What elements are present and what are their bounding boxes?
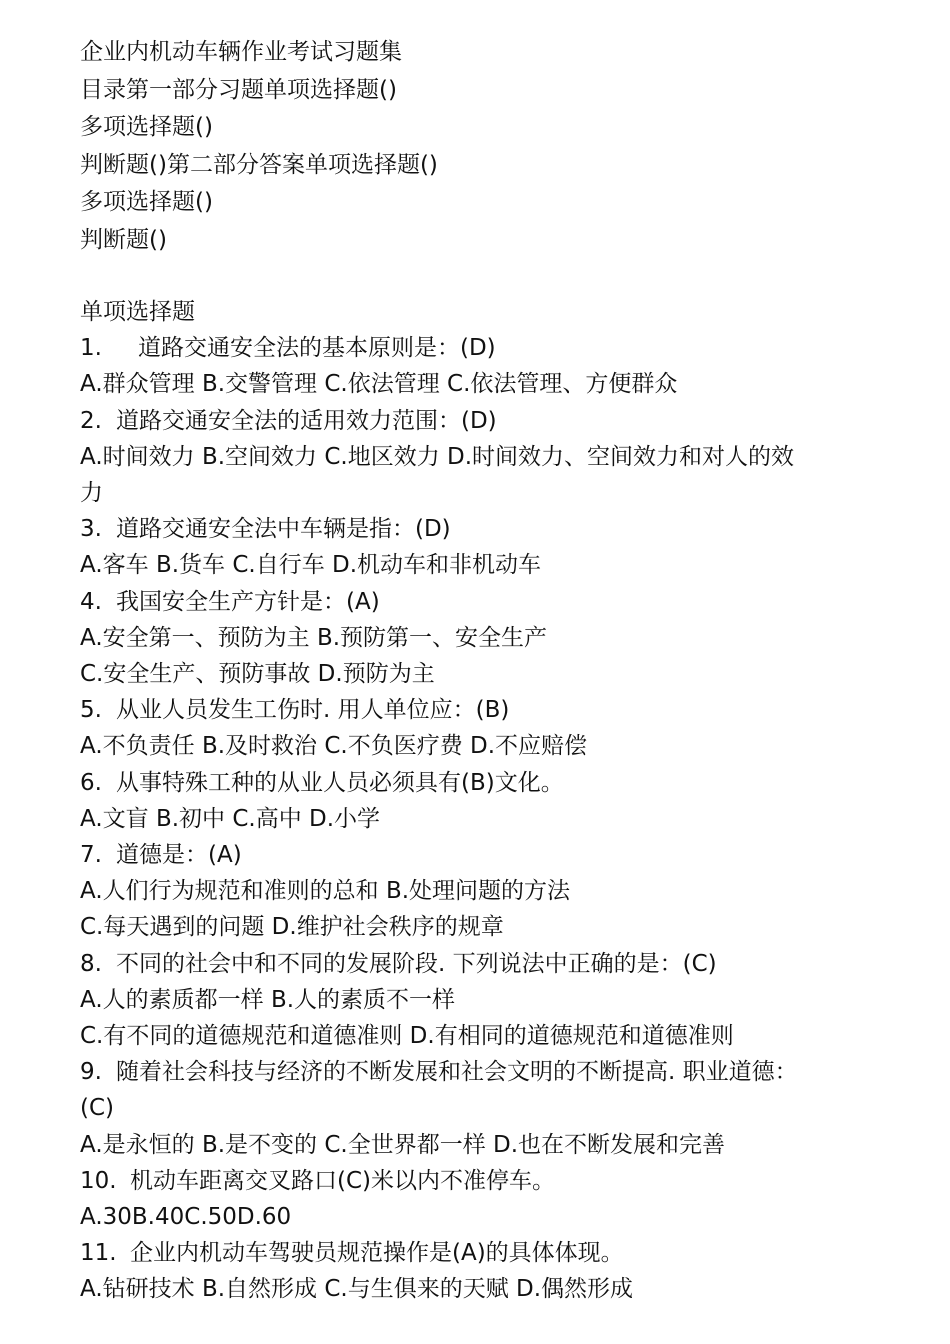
question-text: 道路交通安全法中车辆是指：(D)	[116, 516, 451, 543]
question-text: 道路交通安全法的适用效力范围：(D)	[116, 407, 497, 434]
question-options: A.人们行为规范和准则的总和 B.处理问题的方法	[80, 878, 571, 905]
question-number: 11.	[80, 1240, 117, 1267]
question-number: 6.	[80, 769, 102, 796]
question-text: 从业人员发生工伤时. 用人单位应：(B)	[116, 697, 510, 724]
question-number: 4.	[80, 588, 102, 615]
question-number: 9.	[80, 1059, 102, 1086]
question-text: 不同的社会中和不同的发展阶段. 下列说法中正确的是：(C)	[116, 950, 717, 977]
section-title: 单项选择题	[80, 299, 195, 325]
question	[80, 837, 880, 873]
question-number: 8.	[80, 950, 102, 977]
question-number: 2.	[80, 407, 102, 434]
question	[80, 692, 880, 728]
toc-entry: 判断题()	[80, 226, 167, 253]
question-text: 道德是：(A)	[116, 842, 242, 869]
question-text: 随着社会科技与经济的不断发展和社会文明的不断提高. 职业道德：	[116, 1059, 798, 1086]
question	[80, 403, 880, 439]
question-number: 10.	[80, 1167, 117, 1194]
question-options: (C)	[80, 1095, 115, 1122]
question-options: A.人的素质都一样 B.人的素质不一样	[80, 986, 456, 1013]
question-options: A.时间效力 B.空间效力 C.地区效力 D.时间效力、空间效力和对人的效	[80, 443, 795, 470]
question-options: 力	[80, 480, 103, 507]
table-of-contents	[80, 34, 438, 260]
question	[80, 330, 880, 366]
toc-entry: 目录第一部分习题单项选择题()	[80, 76, 397, 103]
question-text: 机动车距离交叉路口(C)米以内不准停车。	[130, 1167, 556, 1194]
question-text: 道路交通安全法的基本原则是：(D)	[138, 335, 496, 362]
question-options: A.30B.40C.50D.60	[80, 1204, 292, 1231]
question-options: A.文盲 B.初中 C.高中 D.小学	[80, 805, 381, 832]
question-options: A.钻研技术 B.自然形成 C.与生俱来的天赋 D.偶然形成	[80, 1276, 634, 1303]
question-options: A.安全第一、预防为主 B.预防第一、安全生产	[80, 624, 548, 651]
question-options: A.客车 B.货车 C.自行车 D.机动车和非机动车	[80, 552, 542, 579]
question-number: 7.	[80, 842, 102, 869]
toc-entry: 多项选择题()	[80, 114, 213, 141]
question-options: A.群众管理 B.交警管理 C.依法管理 C.依法管理、方便群众	[80, 371, 678, 398]
question-options: C.安全生产、预防事故 D.预防为主	[80, 661, 435, 688]
question-text: 我国安全生产方针是：(A)	[116, 588, 380, 615]
question	[80, 1054, 880, 1090]
question	[80, 765, 880, 801]
question	[80, 1235, 880, 1271]
question	[80, 511, 880, 547]
question	[80, 584, 880, 620]
question	[80, 1163, 880, 1199]
question-options: A.是永恒的 B.是不变的 C.全世界都一样 D.也在不断发展和完善	[80, 1131, 726, 1158]
question	[80, 946, 880, 982]
toc-entry: 多项选择题()	[80, 189, 213, 216]
question-options: C.每天遇到的问题 D.维护社会秩序的规章	[80, 914, 504, 941]
toc-entry: 判断题()第二部分答案单项选择题()	[80, 151, 438, 178]
doc-title: 企业内机动车辆作业考试习题集	[80, 39, 402, 65]
question-options: A.不负责任 B.及时救治 C.不负医疗费 D.不应赔偿	[80, 733, 588, 760]
question-options: C.有不同的道德规范和道德准则 D.有相同的道德规范和道德准则	[80, 1023, 734, 1050]
question-number: 3.	[80, 516, 102, 543]
question-number: 1.	[80, 335, 102, 362]
question-text: 从事特殊工种的从业人员必须具有(B)文化。	[116, 769, 564, 796]
question-number: 5.	[80, 697, 102, 724]
question-text: 企业内机动车驾驶员规范操作是(A)的具体体现。	[130, 1240, 624, 1267]
question-list	[80, 294, 880, 1308]
